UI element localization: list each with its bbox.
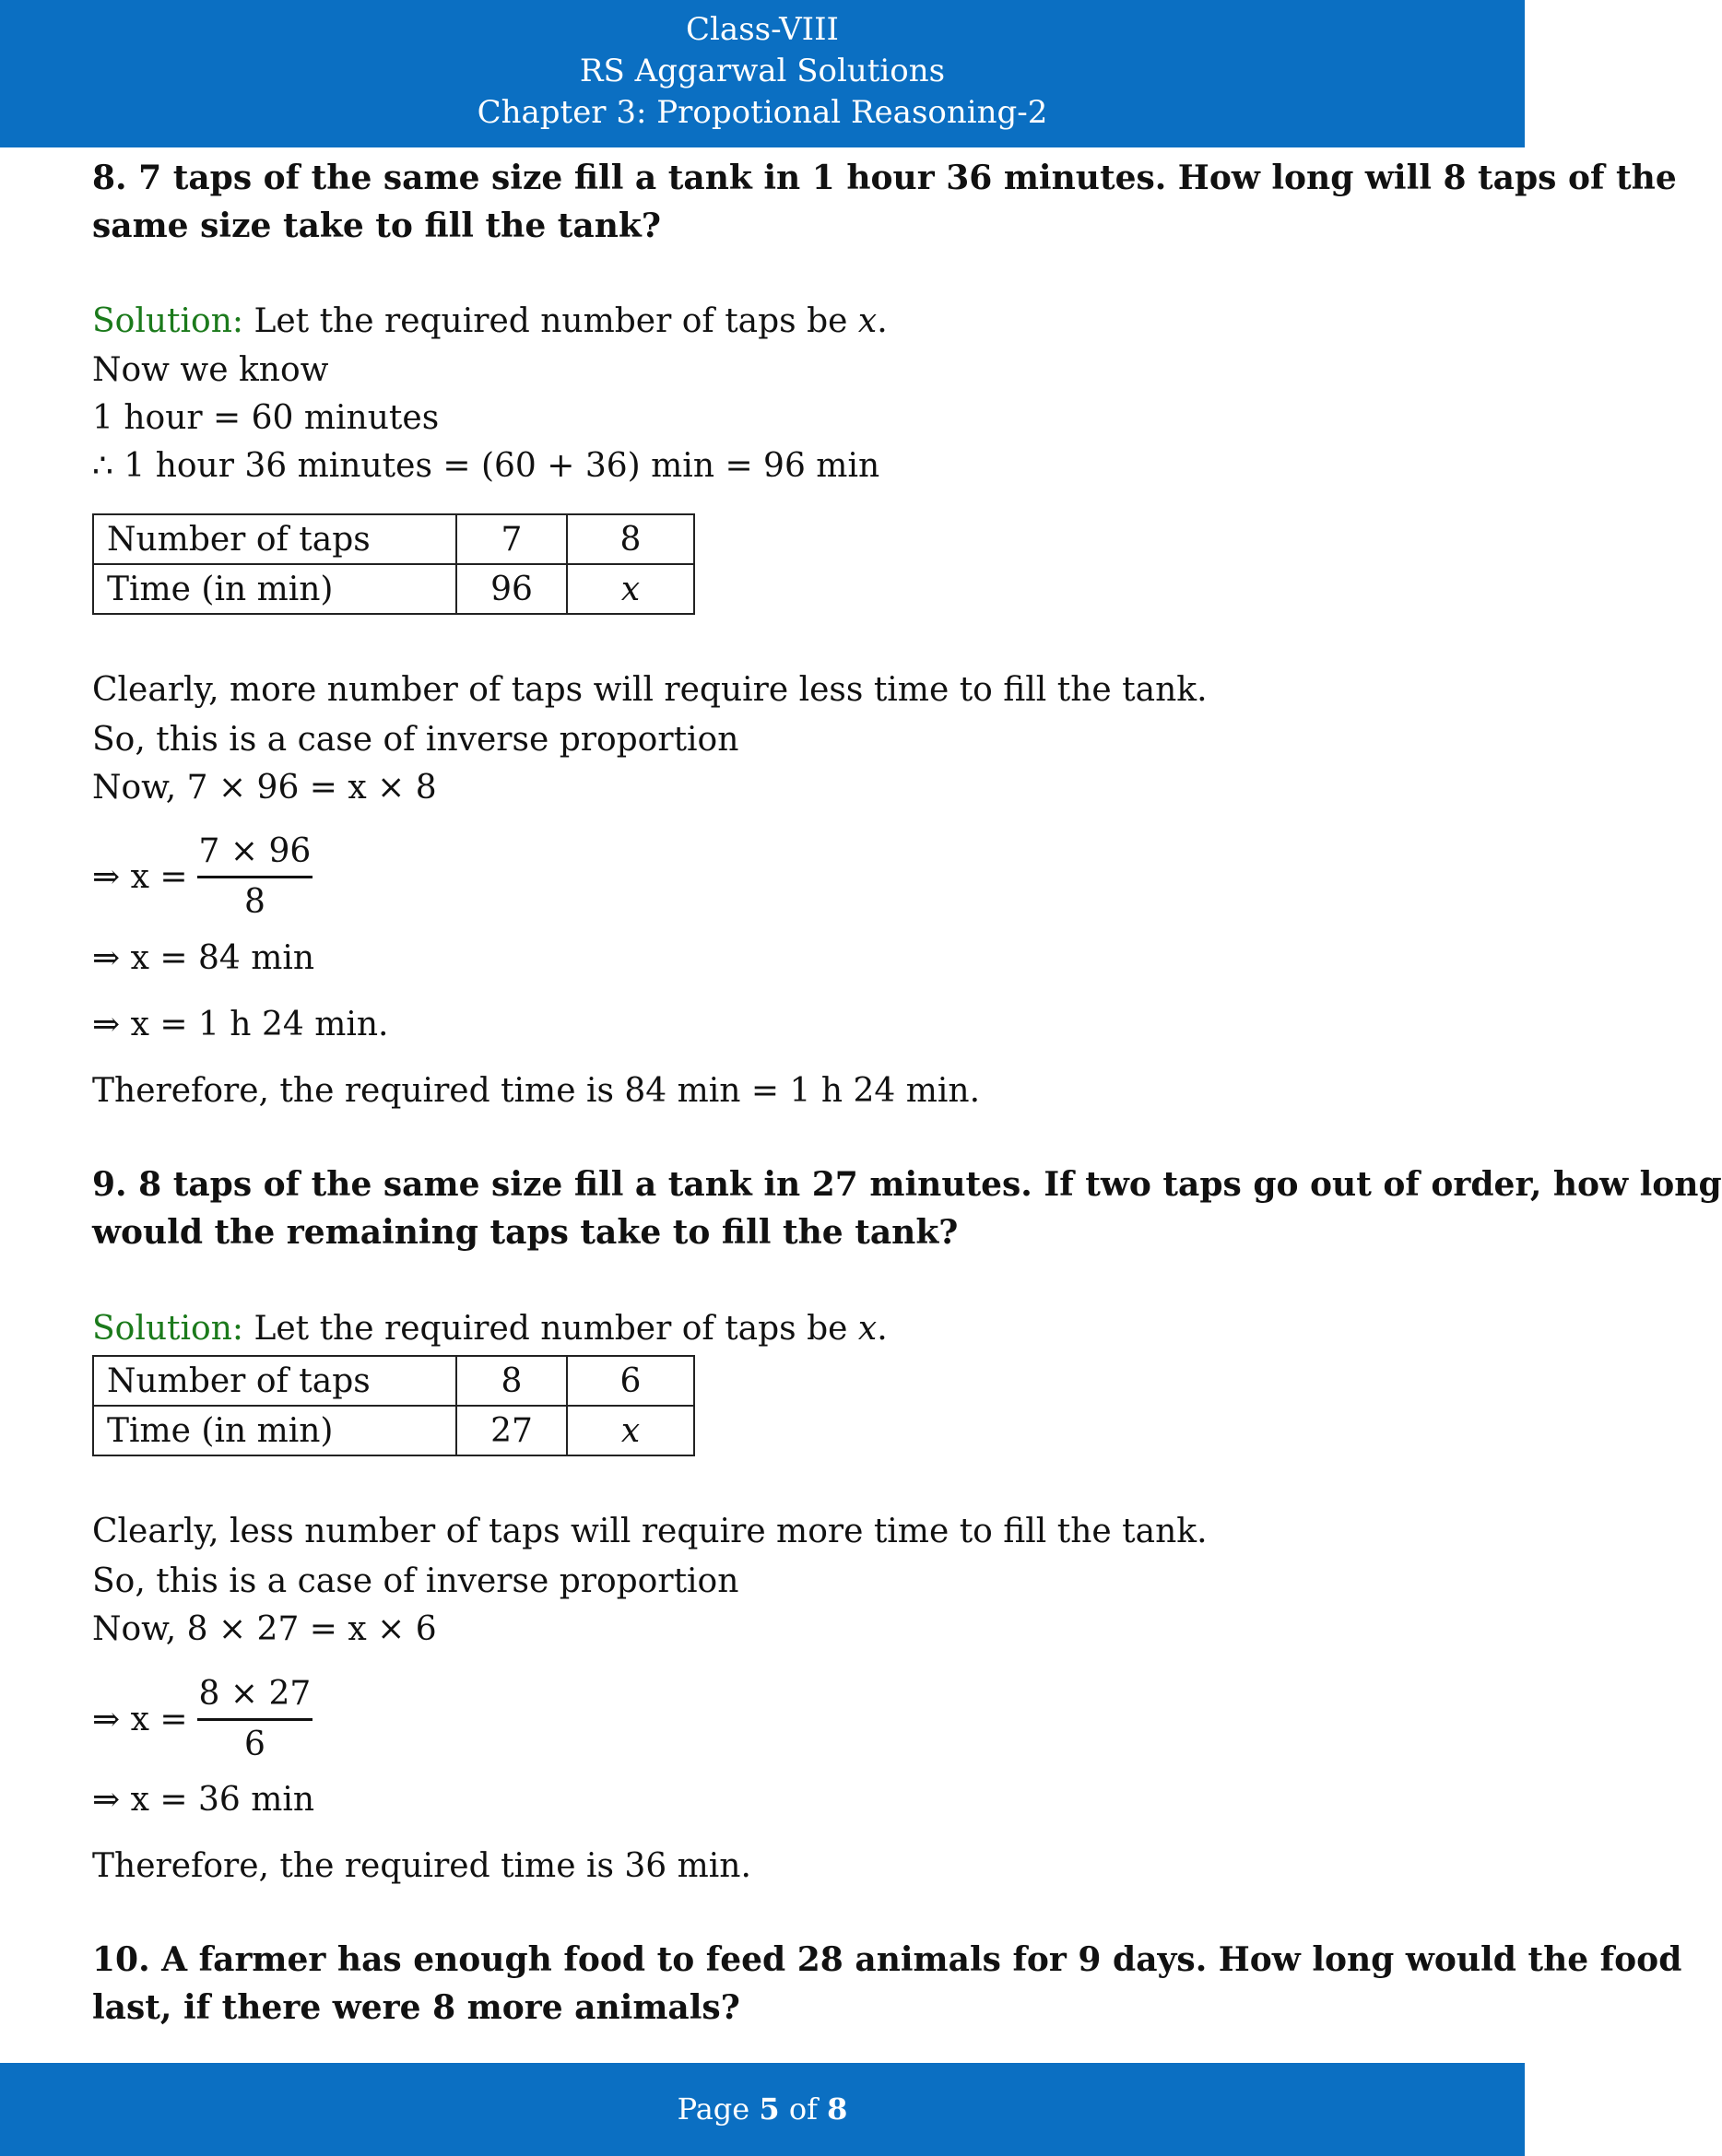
q8-table xyxy=(92,513,695,615)
q10-question-line2: last, if there were 8 more animals? xyxy=(92,1988,740,2027)
q10-question-line1: 10. A farmer has enough food to feed 28 animals for 9 days. How long would the food xyxy=(92,1940,1682,1979)
table-cell: 27 xyxy=(456,1406,567,1455)
period: . xyxy=(877,302,888,340)
table-cell: 8 xyxy=(456,1356,567,1406)
q9-fraction-line xyxy=(92,1668,313,1770)
table-cell: 96 xyxy=(456,564,567,614)
q8-line-result-hours: ⇒ x = 1 h 24 min. xyxy=(92,1006,389,1043)
fraction-numerator: 7 × 96 xyxy=(197,831,313,878)
fraction xyxy=(197,1674,313,1765)
table-cell: Time (in min) xyxy=(93,564,456,614)
table-cell: 8 xyxy=(567,514,694,564)
q9-line-result: ⇒ x = 36 min xyxy=(92,1781,315,1819)
header-class: Class-VIII xyxy=(686,11,839,48)
footer-page-total: 8 xyxy=(827,2091,848,2127)
table-row xyxy=(93,1356,694,1406)
period: . xyxy=(877,1310,888,1348)
q8-question-line1: 8. 7 taps of the same size fill a tank in 1 hour 36 minutes. How long will 8 taps of the xyxy=(92,159,1677,197)
page-footer xyxy=(0,2063,1525,2156)
solution-text: Let the required number of taps be xyxy=(243,1310,858,1348)
table-cell: x xyxy=(567,1406,694,1455)
header-chapter: Chapter 3: Propotional Reasoning-2 xyxy=(477,94,1048,131)
q9-question-line1: 9. 8 taps of the same size fill a tank in 27 minutes. If two taps go out of order, how long xyxy=(92,1165,1722,1204)
q8-line-hour: 1 hour = 60 minutes xyxy=(92,399,440,437)
q9-line-therefore: Therefore, the required time is 36 min. xyxy=(92,1847,751,1885)
q9-table xyxy=(92,1355,695,1456)
fraction-numerator: 8 × 27 xyxy=(197,1674,313,1721)
q8-line-inverse: So, this is a case of inverse proportion xyxy=(92,721,739,759)
solution-label: Solution: xyxy=(92,1310,244,1348)
table-row xyxy=(93,564,694,614)
q8-line-now-we-know: Now we know xyxy=(92,351,329,389)
fraction-denominator: 8 xyxy=(243,882,265,921)
footer-page-number: 5 xyxy=(759,2091,780,2127)
q9-question-line2: would the remaining taps take to fill the tank? xyxy=(92,1213,959,1252)
q8-line-equation: Now, 7 × 96 = x × 8 xyxy=(92,769,437,807)
variable: x xyxy=(857,302,878,340)
q9-line-inverse: So, this is a case of inverse proportion xyxy=(92,1562,739,1600)
table-cell: Time (in min) xyxy=(93,1406,456,1455)
table-row xyxy=(93,514,694,564)
footer-of-word: of xyxy=(779,2091,828,2127)
q8-line-clearly: Clearly, more number of taps will require less time to fill the tank. xyxy=(92,671,1208,709)
table-cell: Number of taps xyxy=(93,514,456,564)
solution-text: Let the required number of taps be xyxy=(243,302,858,340)
table-cell: x xyxy=(567,564,694,614)
page-header xyxy=(0,0,1525,147)
fraction-denominator: 6 xyxy=(243,1725,265,1763)
fraction xyxy=(197,831,313,923)
solution-label: Solution: xyxy=(92,302,244,340)
table-cell: Number of taps xyxy=(93,1356,456,1406)
header-book: RS Aggarwal Solutions xyxy=(579,53,946,89)
footer-page-word: Page xyxy=(677,2091,760,2127)
q9-line-clearly: Clearly, less number of taps will require more time to fill the tank. xyxy=(92,1513,1208,1550)
fraction-prefix: ⇒ x = xyxy=(92,1700,188,1738)
q8-fraction-line xyxy=(92,826,313,927)
table-row xyxy=(93,1406,694,1455)
table-cell: 7 xyxy=(456,514,567,564)
q8-solution-intro xyxy=(92,301,888,342)
variable: x xyxy=(857,1310,878,1348)
q8-line-result-min: ⇒ x = 84 min xyxy=(92,939,315,977)
q8-question-line2: same size take to fill the tank? xyxy=(92,206,661,245)
table-cell: 6 xyxy=(567,1356,694,1406)
q8-line-therefore: Therefore, the required time is 84 min = 1 h 24 min. xyxy=(92,1072,981,1110)
q9-solution-intro xyxy=(92,1309,888,1349)
q8-line-conversion: ∴ 1 hour 36 minutes = (60 + 36) min = 96 min xyxy=(92,447,880,485)
fraction-prefix: ⇒ x = xyxy=(92,857,188,896)
q9-line-equation: Now, 8 × 27 = x × 6 xyxy=(92,1610,437,1648)
